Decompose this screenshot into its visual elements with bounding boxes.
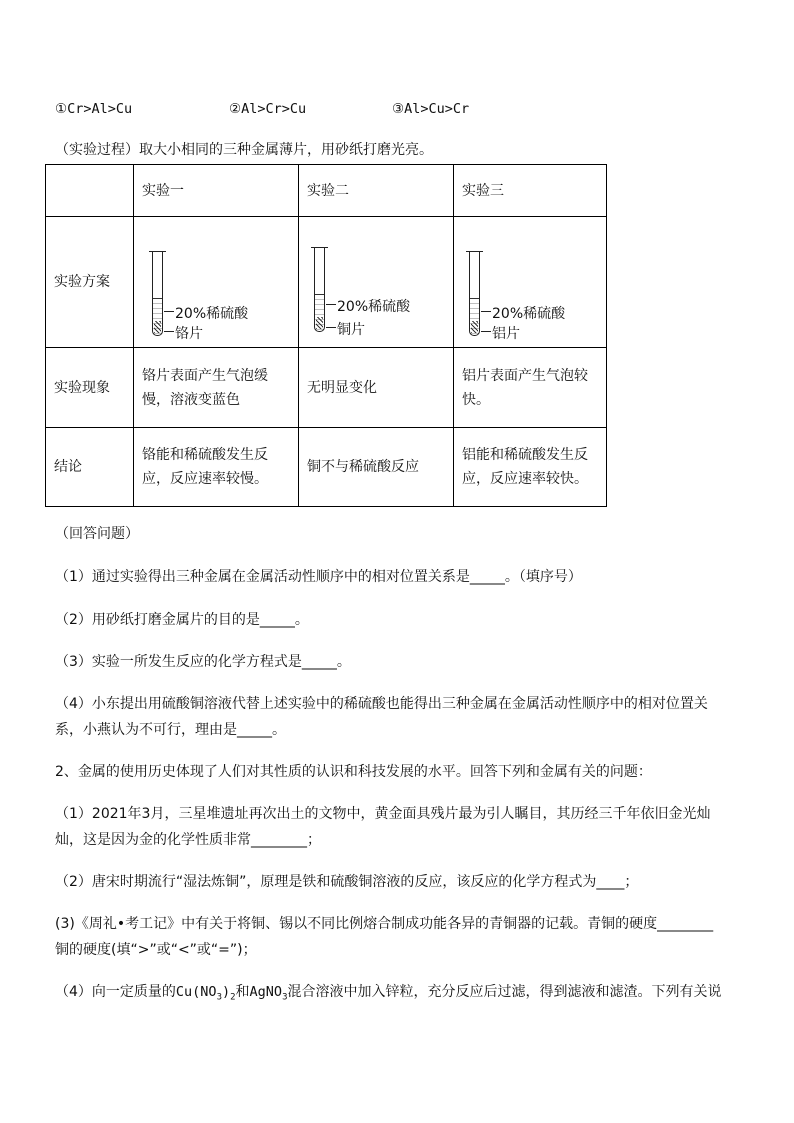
apparatus-cell-2 (299, 217, 454, 348)
question-text: （4）向一定质量的 (55, 984, 176, 1000)
question-3: （3）实验一所发生反应的化学方程式是_____。 (55, 654, 351, 670)
table-row-scheme (46, 217, 607, 348)
test-tube-diagram-copper (299, 217, 453, 347)
question-4-line-1: （4）小东提出用硫酸铜溶液代替上述实验中的稀硫酸也能得出三种金属在金属活动性顺序中的相对位置关 (55, 696, 708, 712)
table-header-row (46, 165, 607, 217)
table-cell: 铬能和稀硫酸发生反应，反应速率较慢。 (134, 428, 299, 507)
metal-label: 铬片 (175, 326, 203, 342)
metal-label: 铜片 (337, 322, 365, 338)
option-1: ①Cr>Al>Cu (55, 101, 133, 117)
table-header-cell: 实验二 (299, 165, 454, 217)
table-cell: 铜不与稀硫酸反应 (299, 428, 454, 507)
acid-liquid (470, 298, 479, 335)
question-text: 和 (235, 984, 250, 1000)
table-header-cell: 实验一 (134, 165, 299, 217)
question-2: （2）用砂纸打磨金属片的目的是_____。 (55, 612, 309, 628)
table-cell: 铝能和稀硫酸发生反应，反应速率较快。 (454, 428, 607, 507)
apparatus-cell-3 (454, 217, 607, 348)
acid-label: 20%稀硫酸 (337, 299, 411, 315)
question-text: 混合溶液中加入锌粒，充分反应后过滤，得到滤液和滤渣。下列有关说 (287, 984, 722, 1000)
apparatus-cell-1 (134, 217, 299, 348)
metal-strip (316, 317, 323, 329)
part-2-question-1-line-2: 灿，这是因为金的化学性质非常________； (55, 832, 321, 848)
metal-label: 铝片 (492, 326, 520, 342)
metal-strip (471, 321, 478, 333)
part-2-question-2: （2）唐宋时期流行“湿法炼铜”，原理是铁和硫酸铜溶液的反应，该反应的化学方程式为____； (55, 874, 639, 890)
part-2-question-3-line-2: 铜的硬度(填“>”或“<”或“=”)； (55, 942, 257, 958)
row-label-scheme: 实验方案 (46, 217, 134, 348)
formula-silver-nitrate: AgNO$_3$ (249, 984, 288, 1003)
table-cell: 无明显变化 (299, 348, 454, 428)
acid-liquid (315, 294, 324, 331)
part-2-question-1-line-1: （1）2021年3月，三星堆遗址再次出土的文物中，黄金面具残片最为引人瞩目，其历经三千年依旧金光灿 (55, 806, 711, 822)
test-tube-icon (314, 247, 325, 332)
part-2-question-3-line-1: (3)《周礼•考工记》中有关于将铜、锡以不同比例熔合制成功能各异的青铜器的记载。青铜的硬度________ (55, 916, 714, 932)
question-1: （1）通过实验得出三种金属在金属活动性顺序中的相对位置关系是_____。（填序号） (55, 569, 582, 585)
part-2-question-4 (55, 982, 721, 1008)
answer-header: （回答问题） (55, 526, 139, 542)
row-label-phenomenon: 实验现象 (46, 348, 134, 428)
table-header-cell: 实验三 (454, 165, 607, 217)
test-tube-diagram-aluminum (454, 217, 606, 347)
question-4-line-2: 系，小燕认为不可行，理由是_____。 (55, 722, 286, 738)
table-cell: 铝片表面产生气泡较快。 (454, 348, 607, 428)
process-text: （实验过程）取大小相同的三种金属薄片，用砂纸打磨光亮。 (55, 142, 433, 158)
acid-label: 20%稀硫酸 (175, 306, 249, 322)
experiment-table (45, 164, 607, 507)
metal-strip (154, 321, 161, 333)
row-label-conclusion: 结论 (46, 428, 134, 507)
acid-label: 20%稀硫酸 (492, 306, 566, 322)
formula-copper-nitrate: $Cu(NO_3)_2$ (175, 984, 236, 1003)
table-row-conclusion (46, 428, 607, 507)
table-cell: 铬片表面产生气泡缓慢，溶液变蓝色 (134, 348, 299, 428)
acid-liquid (153, 298, 162, 335)
option-3: ③Al>Cu>Cr (392, 101, 470, 117)
option-2: ②Al>Cr>Cu (229, 101, 307, 117)
test-tube-diagram-chromium (134, 217, 298, 347)
test-tube-icon (152, 251, 163, 336)
part-2-title: 2、金属的使用历史体现了人们对其性质的认识和科技发展的水平。回答下列和金属有关的问题： (55, 764, 652, 780)
table-row-phenomenon (46, 348, 607, 428)
test-tube-icon (469, 251, 480, 336)
table-header-cell (46, 165, 134, 217)
